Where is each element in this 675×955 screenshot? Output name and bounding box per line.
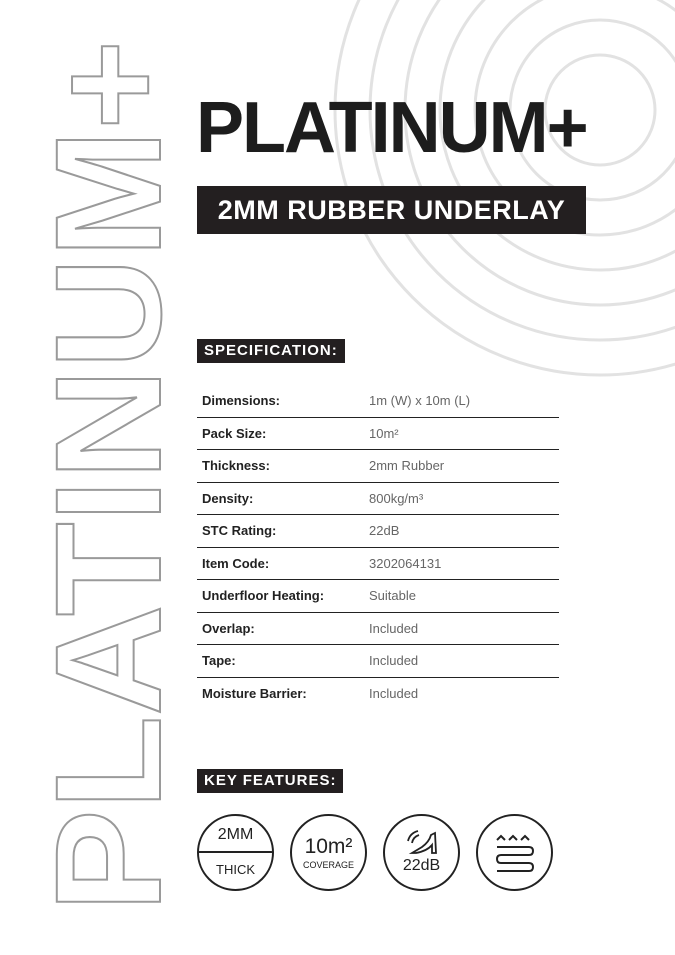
high-heel-sound-icon [402, 827, 442, 857]
spec-row [197, 645, 559, 678]
spec-label: Moisture Barrier: [202, 685, 307, 701]
spec-value: 1m (W) x 10m (L) [369, 393, 471, 409]
spec-label: STC Rating: [202, 523, 277, 539]
spec-row [197, 450, 559, 483]
specification-heading: SPECIFICATION: [197, 339, 345, 363]
spec-value: 10m² [369, 425, 399, 441]
sound-rating-badge [383, 814, 460, 891]
spec-row [197, 418, 559, 451]
product-subtitle: 2MM RUBBER UNDERLAY [197, 186, 586, 234]
spec-value: Included [369, 620, 419, 636]
spec-label: Dimensions: [202, 393, 281, 409]
underfloor-heating-icon [493, 833, 537, 873]
spec-label: Pack Size: [202, 425, 267, 441]
spec-value: Suitable [369, 588, 416, 604]
coverage-value: 10m² [304, 834, 353, 858]
thickness-badge [197, 814, 274, 891]
spec-row [197, 678, 559, 710]
spec-row [197, 613, 559, 646]
spec-label: Thickness: [202, 458, 270, 474]
spec-label: Density: [202, 490, 254, 506]
spec-value: 22dB [369, 523, 400, 539]
coverage-label: COVERAGE [302, 859, 354, 870]
spec-label: Tape: [202, 653, 236, 669]
svg-text:PLATINUM+: PLATINUM+ [24, 60, 192, 912]
underfloor-heating-badge [476, 814, 553, 891]
coverage-badge [290, 814, 367, 891]
spec-value: 2mm Rubber [369, 458, 445, 474]
spec-value: Included [369, 653, 419, 669]
key-features-heading: KEY FEATURES: [197, 769, 343, 793]
spec-value: Included [369, 685, 419, 701]
spec-label: Item Code: [202, 555, 270, 571]
spec-value: 800kg/m³ [369, 490, 424, 506]
spec-row [197, 515, 559, 548]
spec-row [197, 385, 559, 418]
spec-row [197, 548, 559, 581]
thickness-value: 2MM [217, 826, 254, 843]
spec-row [197, 580, 559, 613]
spec-value: 3202064131 [369, 555, 442, 571]
sound-value: 22dB [402, 856, 441, 874]
spec-label: Overlap: [202, 620, 255, 636]
spec-row [197, 483, 559, 516]
vertical-brand-outline [0, 0, 200, 955]
key-features-icons [197, 814, 553, 891]
product-title: PLATINUM+ [196, 88, 587, 168]
spec-label: Underfloor Heating: [202, 588, 325, 604]
specification-table [197, 385, 559, 709]
thickness-label: THICK [216, 862, 255, 877]
